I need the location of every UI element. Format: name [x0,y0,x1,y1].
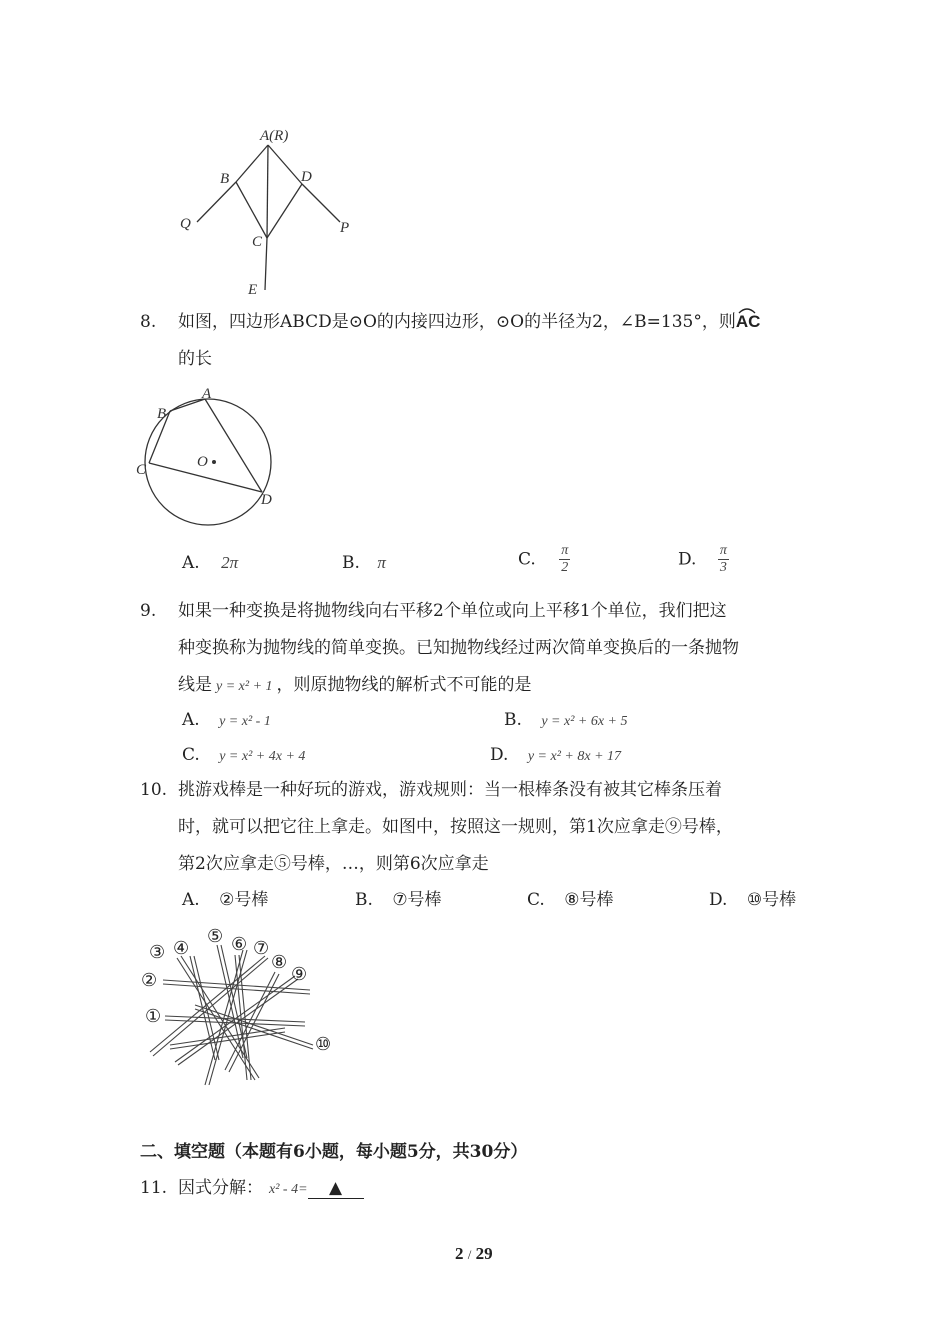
stick-label-3: ③ [149,942,166,962]
q11-number: 11. [140,1178,168,1198]
q9-line3: 线是 y = x² + 1 ，则原抛物线的解析式不可能的是 [178,675,532,695]
stick-label-1: ① [145,1006,162,1026]
q8-text-line2: 的长 [178,349,212,369]
label-O: O [197,454,208,470]
label-A: A [202,386,212,402]
label-D: D [301,169,312,185]
label-A: A(R) [260,128,289,144]
q9-number: 9. [140,601,157,621]
q8-text-line1 [178,312,760,332]
stick-label-4: ④ [173,938,190,958]
q8-arc-label: AC [736,312,761,331]
label-P: P [340,220,350,236]
q8-option-c: C. $\frac{\pi}{2}$ [518,543,569,575]
q11-answer-blank: ▲ [308,1178,364,1199]
arc-mark [738,307,756,314]
figure-q7 [170,120,370,300]
page-number: 2 / 29 [455,1244,493,1263]
q9-line2: 种变换称为抛物线的简单变换。已知抛物线经过两次简单变换后的一条抛物 [178,638,739,658]
stick-label-5: ⑤ [207,926,224,946]
q8-number: 8. [140,312,157,332]
label-B: B [157,406,167,422]
q9-option-d: D. y = x² + 8x + 17 [490,745,622,765]
q11-line: 因式分解： x² - 4= ▲ [178,1178,364,1200]
q10-option-c: C. ⑧号棒 [527,890,614,910]
stick-label-9: ⑨ [291,964,308,984]
stick-label-2: ② [141,970,158,990]
q9-option-c: C. y = x² + 4x + 4 [182,745,306,765]
q10-option-a: A. ②号棒 [182,890,269,910]
q10-line2: 时，就可以把它往上拿走。如图中，按照这一规则，第1次应拿走⑨号棒， [178,817,733,837]
q8-option-a: A. 2π [182,553,239,573]
stick-label-8: ⑧ [271,952,288,972]
label-D: D [261,492,272,508]
label-B: B [220,171,230,187]
q8-option-d: D. $\frac{\pi}{3}$ [678,543,727,575]
stick-label-10: ⑩ [315,1034,332,1054]
q10-number: 10. [140,780,168,800]
figure-q8-circle [130,380,290,530]
q10-line3: 第2次应拿走⑤号棒，…，则第6次应拿走 [178,854,489,874]
q8-text: 如图，四边形ABCD是⊙O的内接四边形，⊙O的半径为2，∠B=135°，则 [178,312,736,332]
q9-line1: 如果一种变换是将抛物线向右平移2个单位或向上平移1个单位，我们把这 [178,601,727,621]
label-C: C [252,234,263,250]
stick-label-7: ⑦ [253,938,270,958]
q10-option-d: D. ⑩号棒 [709,890,797,910]
label-E: E [248,282,258,298]
q9-option-a: A. y = x² - 1 [182,710,271,730]
section2-title: 二、填空题（本题有6小题，每小题5分，共30分） [140,1142,528,1162]
label-Q: Q [180,216,191,232]
q10-line1: 挑游戏棒是一种好玩的游戏，游戏规则：当一根棒条没有被其它棒条压着 [178,780,722,800]
q10-option-b: B. ⑦号棒 [355,890,442,910]
stick-label-6: ⑥ [231,934,248,954]
figure-q10-sticks [135,920,345,1090]
label-C: C [136,462,147,478]
q9-option-b: B. y = x² + 6x + 5 [504,710,628,730]
q8-option-b: B. π [342,553,386,573]
